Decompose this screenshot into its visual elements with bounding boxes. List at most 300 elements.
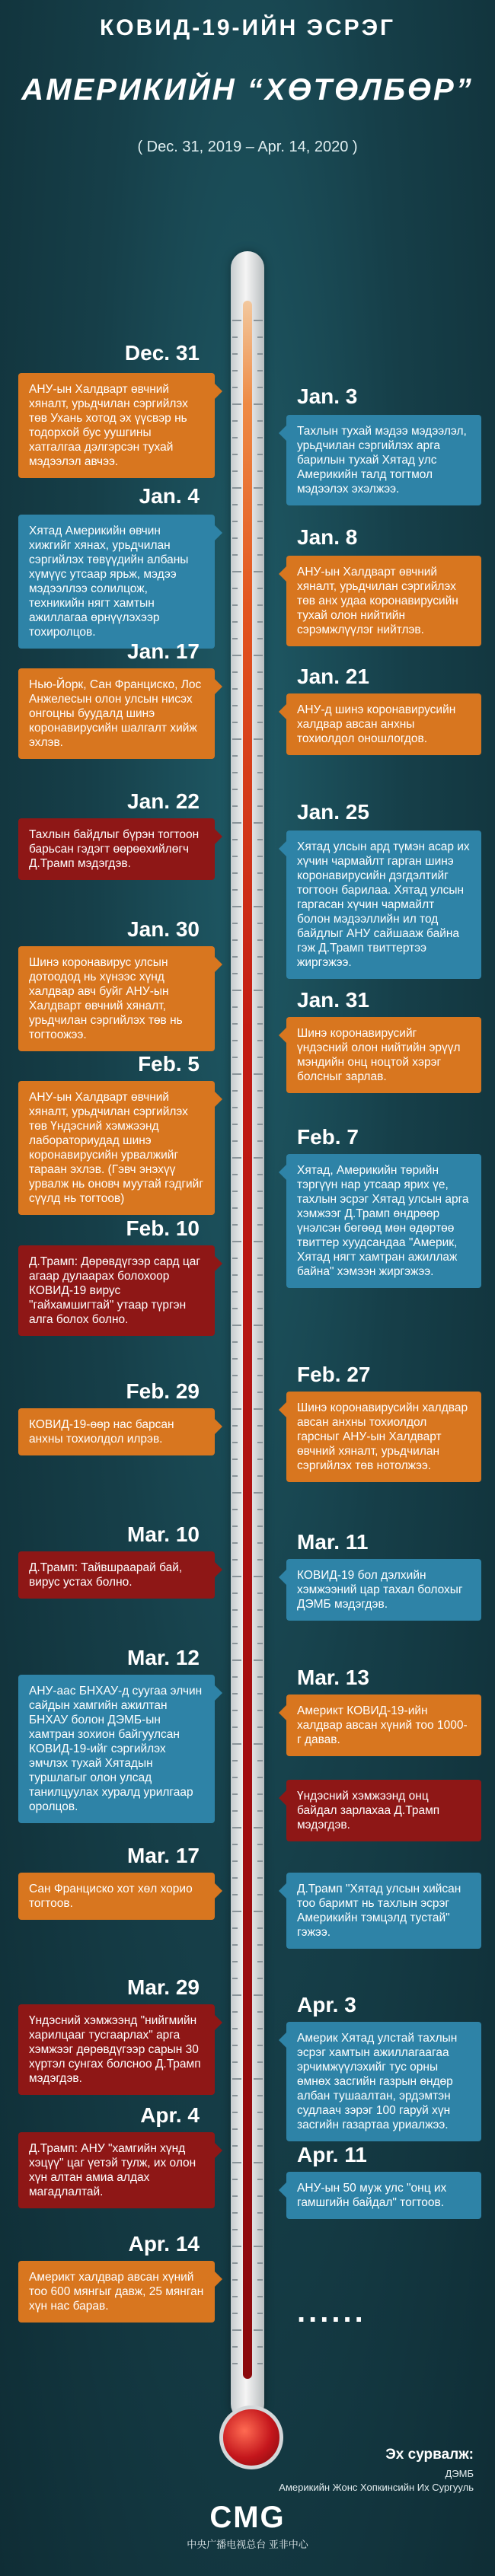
scale-tick	[232, 504, 238, 505]
event-card-feb5: АНУ-ын Халдварт өвчний хяналт, урьдчилан сэргийлэх төв Үндэсний хэмжээнд лабораториудад шинэ коронавирусийн урвалжийг тараан эхлэв. (Гэвч энэхүү урвалж нь оновч муутай гэдгийг сүүлд нь тогтоов)	[18, 1081, 215, 1215]
scale-tick	[232, 2363, 238, 2364]
scale-tick	[254, 2162, 263, 2163]
scale-tick	[232, 1191, 238, 1192]
scale-tick	[232, 571, 241, 572]
scale-tick	[257, 1341, 263, 1343]
scale-tick	[232, 1291, 238, 1293]
scale-tick	[232, 2128, 238, 2130]
scale-tick	[257, 470, 263, 472]
scale-tick	[257, 1308, 263, 1309]
scale-tick	[232, 856, 238, 857]
scale-tick	[232, 688, 238, 690]
scale-tick	[254, 1659, 263, 1661]
scale-tick	[232, 1526, 238, 1527]
scale-tick	[257, 1442, 263, 1443]
scale-tick	[232, 1124, 238, 1125]
scale-tick	[254, 1241, 263, 1242]
scale-tick	[232, 1057, 238, 1058]
scale-tick	[257, 2045, 263, 2046]
scale-tick	[257, 1559, 263, 1561]
scale-tick	[232, 772, 238, 773]
scale-tick	[232, 437, 238, 438]
scale-tick	[232, 2346, 238, 2348]
scale-tick	[257, 2279, 263, 2281]
scale-tick	[257, 2212, 263, 2214]
date-jan3: Jan. 3	[297, 384, 358, 408]
date-dec31: Dec. 31	[124, 341, 200, 365]
date-jan25: Jan. 25	[297, 800, 369, 824]
scale-tick	[257, 2128, 263, 2130]
scale-tick	[257, 705, 263, 706]
scale-tick	[232, 1676, 238, 1678]
event-card-mar17: Сан Франциско хот хөл хорио тогтоов.	[18, 1873, 215, 1920]
scale-tick	[257, 2296, 263, 2297]
scale-tick	[254, 2078, 263, 2080]
scale-tick	[232, 839, 238, 840]
scale-tick	[232, 1459, 238, 1460]
scale-tick	[232, 1140, 238, 1142]
date-mar10: Mar. 10	[127, 1522, 200, 1546]
scale-tick	[257, 353, 263, 355]
scale-tick	[232, 1743, 241, 1745]
scale-tick	[257, 1274, 263, 1276]
title-line1: КОВИД-19-ИЙН ЭСРЭГ	[99, 15, 396, 40]
scale-tick	[232, 2095, 238, 2096]
scale-tick	[232, 1509, 238, 1510]
scale-tick	[257, 588, 263, 589]
scale-tick	[232, 1325, 241, 1326]
scale-tick	[232, 1023, 238, 1025]
scale-tick	[254, 1576, 263, 1577]
scale-tick	[232, 2162, 241, 2163]
scale-tick	[257, 537, 263, 539]
scale-tick	[257, 554, 263, 556]
scale-tick	[257, 755, 263, 757]
date-apr11: Apr. 11	[297, 2143, 367, 2166]
logo-mark: CMG	[209, 2501, 286, 2534]
scale-tick	[257, 722, 263, 723]
scale-tick	[257, 2229, 263, 2230]
event-card-apr3: Америк Хятад улстай тахлын эсрэг хамтын ажиллагаагаа эрчимжүүлэхийг тус орны өмнөх засгийн газрын өндөр албан тушаалтан, эрдэмтэн судлаач зэрэг 100 гаруй хүн засгийн газартаа уриалжээ.	[286, 2022, 481, 2141]
scale-tick	[257, 956, 263, 958]
scale-tick	[257, 1626, 263, 1628]
event-card-jan30: Шинэ коронавирус улсын дотоодод нь хүнээс хүнд халдвар авч буйг АНУ-ын Халдварт өвчний хяналт, урьдчилан сэргийлэх төв нь тогтоожээ.	[18, 946, 215, 1051]
scale-tick	[257, 638, 263, 639]
thermometer-mercury	[243, 301, 252, 2379]
scale-tick	[232, 990, 241, 991]
event-card-jan31: Шинэ коронавирусийг үндэсний олон нийтийн эрүүл мэндийн онц ноцтой хэрэг болсныг зарлав.	[286, 1017, 481, 1093]
scale-tick	[257, 437, 263, 438]
scale-tick	[232, 1693, 238, 1694]
scale-tick	[257, 671, 263, 673]
scale-tick	[232, 1040, 238, 1041]
scale-tick	[257, 1023, 263, 1025]
scale-tick	[232, 1408, 241, 1410]
scale-tick	[232, 2313, 238, 2314]
event-card-mar13-emergency: Үндэсний хэмжээнд онц байдал зарлахаа Д.Трамп мэдэгдэв.	[286, 1780, 481, 1841]
scale-tick	[257, 1459, 263, 1460]
scale-tick	[232, 521, 238, 522]
scale-tick	[232, 738, 241, 740]
scale-tick	[232, 1844, 238, 1845]
scale-tick	[232, 353, 238, 355]
scale-tick	[232, 1274, 238, 1276]
event-card-feb7: Хятад, Америкийн төрийн тэргүүн нар утсаар ярих үе, тахлын эсрэг Хятад улсын арга хэмжээг Д.Трамп өндрөөр үнэлсэн бөгөөд мөн өдөртөө твиттер хуудсандаа "Америк, Хятад нягт хамтран ажиллаж байна" хэмээн жиргэжээ.	[286, 1154, 481, 1288]
scale-tick	[232, 487, 241, 489]
event-card-dec31: АНУ-ын Халдварт өвчний хяналт, урьдчилан сэргийлэх төв Ухань хотод эх үүсвэр нь тодорхой бус уушгины хатгалгаа дэлгэрсэн тухай мэдээлэл авчээ.	[18, 373, 215, 478]
event-card-apr11: АНУ-ын 50 муж улс "онц их гамшгийн байдал" тогтоов.	[286, 2172, 481, 2219]
event-card-mar13: Америкт КОВИД-19-ийн халдвар авсан хүний тоо 1000-г давав.	[286, 1694, 481, 1756]
scale-tick	[232, 1207, 238, 1209]
scale-tick	[232, 1241, 241, 1242]
scale-tick	[232, 1542, 238, 1544]
scale-tick	[232, 1308, 238, 1309]
scale-tick	[232, 1475, 238, 1477]
date-feb5: Feb. 5	[138, 1052, 200, 1076]
scale-tick	[232, 1341, 238, 1343]
scale-tick	[232, 1073, 241, 1075]
scale-tick	[232, 638, 238, 639]
date-mar17: Mar. 17	[127, 1844, 200, 1867]
scale-tick	[257, 856, 263, 857]
date-jan30: Jan. 30	[127, 917, 200, 941]
scale-tick	[257, 2061, 263, 2063]
scale-tick	[257, 973, 263, 974]
scale-tick	[232, 1425, 238, 1427]
scale-tick	[257, 1793, 263, 1795]
event-card-jan17: Нью-Йорк, Сан Франциско, Лос Анжелесын олон улсын нисэх онгоцны буудалд шинэ коронавирусийн шалгалт хийж эхлэв.	[18, 668, 215, 759]
event-card-apr4: Д.Трамп: АНУ "хамгийн хүнд хэцүү" цаг үетэй тулж, их олон хүн алтан амиа алдах магадлалтай.	[18, 2132, 215, 2208]
scale-tick	[232, 1107, 238, 1108]
scale-tick	[232, 805, 238, 807]
thermometer-bulb	[219, 2405, 283, 2469]
scale-tick	[232, 1793, 238, 1795]
scale-tick	[232, 939, 238, 941]
scale-tick	[232, 554, 238, 556]
scale-tick	[257, 872, 263, 874]
date-feb10: Feb. 10	[126, 1216, 200, 1240]
scale-tick	[232, 2145, 238, 2147]
scale-tick	[254, 571, 263, 572]
scale-tick	[257, 2028, 263, 2029]
scale-tick	[232, 621, 238, 623]
date-feb29: Feb. 29	[126, 1379, 200, 1403]
scale-tick	[257, 1710, 263, 1711]
scale-tick	[232, 923, 238, 924]
scale-tick	[232, 537, 238, 539]
scale-tick	[232, 2011, 238, 2013]
scale-tick	[257, 923, 263, 924]
date-mar11: Mar. 11	[297, 1530, 369, 1554]
scale-tick	[257, 1860, 263, 1862]
scale-tick	[257, 789, 263, 790]
scale-tick	[254, 320, 263, 321]
scale-tick	[257, 420, 263, 422]
continuation-ellipsis: ......	[297, 2295, 366, 2329]
date-feb27: Feb. 27	[297, 1363, 371, 1386]
scale-tick	[257, 2363, 263, 2364]
scale-tick	[232, 336, 238, 338]
scale-tick	[232, 1626, 238, 1628]
date-mar13: Mar. 13	[297, 1666, 369, 1689]
scale-tick	[232, 470, 238, 472]
scale-tick	[257, 2011, 263, 2013]
scale-tick	[232, 1442, 238, 1443]
scale-tick	[257, 839, 263, 840]
scale-tick	[232, 2061, 238, 2063]
date-apr14: Apr. 14	[128, 2232, 200, 2256]
scale-tick	[232, 789, 238, 790]
scale-tick	[254, 1408, 263, 1410]
scale-tick	[232, 822, 241, 824]
date-jan22: Jan. 22	[127, 789, 200, 813]
scale-tick	[257, 889, 263, 891]
scale-tick	[232, 1224, 238, 1226]
scale-tick	[254, 487, 263, 489]
scale-tick	[257, 2313, 263, 2314]
scale-tick	[257, 2095, 263, 2096]
scale-tick	[257, 1425, 263, 1427]
scale-tick	[257, 1542, 263, 1544]
logo-subtitle: 中央广播电视总台 亚非中心	[187, 2539, 308, 2550]
scale-tick	[254, 906, 263, 907]
scale-tick	[232, 1375, 238, 1376]
event-card-feb27: Шинэ коронавирусийн халдвар авсан анхны тохиолдол гарсныг АНУ-ын Халдварт өвчний хяналт, урьдчилан сэргийлэх төв нотолжээ.	[286, 1392, 481, 1482]
scale-tick	[232, 671, 238, 673]
scale-tick	[232, 755, 238, 757]
event-card-mar11: КОВИД-19 бол дэлхийн хэмжээний цар тахал болохыг ДЭМБ мэдэгдэв.	[286, 1559, 481, 1621]
scale-tick	[257, 1961, 263, 1962]
scale-tick	[257, 1526, 263, 1527]
page-title: АМЕРИКИЙН “ХӨТӨЛБӨР”	[21, 73, 474, 107]
scale-tick	[232, 2246, 241, 2247]
scale-tick	[257, 1877, 263, 1879]
scale-tick	[257, 387, 263, 388]
scale-tick	[232, 2112, 238, 2113]
scale-tick	[232, 1911, 241, 1912]
scale-tick	[257, 2346, 263, 2348]
scale-tick	[257, 1693, 263, 1694]
scale-tick	[232, 1392, 238, 1393]
event-card-jan21: АНУ-д шинэ коронавирусийн халдвар авсан анхны тохиолдол оношлогдов.	[286, 693, 481, 755]
scale-tick	[257, 1609, 263, 1611]
scale-tick	[254, 403, 263, 405]
scale-tick	[232, 2195, 238, 2197]
scale-tick	[232, 1894, 238, 1895]
scale-tick	[257, 1191, 263, 1192]
event-card-apr14: Америкт халдвар авсан хүний тоо 600 мянгыг давж, 25 мянган хүн нас барав.	[18, 2261, 215, 2323]
scale-tick	[257, 1760, 263, 1761]
date-mar29: Mar. 29	[127, 1975, 200, 1999]
scale-tick	[232, 1157, 241, 1159]
scale-tick	[232, 1492, 241, 1494]
scale-tick	[257, 1927, 263, 1929]
scale-tick	[232, 2179, 238, 2180]
date-mar12: Mar. 12	[127, 1646, 200, 1669]
date-jan17: Jan. 17	[127, 639, 200, 663]
scale-tick	[232, 2329, 241, 2331]
scale-tick	[232, 705, 238, 706]
scale-tick	[232, 1576, 241, 1577]
scale-tick	[232, 2262, 238, 2264]
scale-tick	[257, 1475, 263, 1477]
source-jhu: Америкийн Жонс Хопкинсийн Их Сургууль	[279, 2482, 474, 2493]
scale-tick	[257, 336, 263, 338]
scale-tick	[232, 1358, 238, 1360]
scale-tick	[257, 1978, 263, 1979]
date-range: ( Dec. 31, 2019 – Apr. 14, 2020 )	[137, 139, 358, 155]
scale-tick	[257, 1124, 263, 1125]
scale-tick	[257, 1358, 263, 1360]
scale-tick	[232, 1860, 238, 1862]
scale-tick	[232, 1810, 238, 1812]
scale-tick	[257, 1140, 263, 1142]
scale-tick	[232, 1609, 238, 1611]
date-jan21: Jan. 21	[297, 665, 369, 688]
scale-tick	[232, 973, 238, 974]
scale-tick	[257, 1040, 263, 1041]
scale-tick	[257, 1375, 263, 1376]
scale-tick	[257, 504, 263, 505]
scale-tick	[232, 1174, 238, 1175]
date-jan31: Jan. 31	[297, 988, 369, 1012]
scale-tick	[232, 1777, 238, 1778]
scale-tick	[232, 722, 238, 723]
scale-tick	[257, 1107, 263, 1108]
source-who: ДЭМБ	[445, 2468, 474, 2479]
scale-tick	[232, 1559, 238, 1561]
scale-tick	[254, 655, 263, 656]
scale-tick	[232, 655, 241, 656]
scale-tick	[257, 688, 263, 690]
scale-tick	[257, 1258, 263, 1259]
scale-tick	[257, 1726, 263, 1728]
scale-tick	[254, 738, 263, 740]
scale-tick	[257, 1090, 263, 1092]
scale-tick	[232, 2045, 238, 2046]
scale-tick	[232, 1944, 238, 1946]
scale-tick	[232, 1643, 238, 1644]
event-card-jan25: Хятад улсын ард түмэн асар их хүчин чармайлт гарган шинэ коронавирусийн дэгдэлтийг тогтоон барилаа. Хятад улсын гаргасан хүчин чармайлт болон мэдээллийн ил тод байдлыг АНУ сайшааж байна гэж Д.Трамп твиттертээ жиргэжээ.	[286, 831, 481, 979]
scale-tick	[232, 1710, 238, 1711]
source-heading: Эх сурвалж:	[385, 2447, 474, 2463]
scale-tick	[232, 889, 238, 891]
scale-tick	[232, 387, 238, 388]
date-jan8: Jan. 8	[297, 525, 358, 549]
scale-tick	[232, 1258, 238, 1259]
scale-tick	[257, 2145, 263, 2147]
scale-tick	[257, 1894, 263, 1895]
scale-tick	[254, 1911, 263, 1912]
scale-tick	[232, 2212, 238, 2214]
event-card-mar17-trump: Д.Трамп "Хятад улсын хийсан тоо баримт нь тахлын эсрэг Америкийн тэмцэлд тустай" гэжээ.	[286, 1873, 481, 1949]
scale-tick	[254, 1325, 263, 1326]
scale-tick	[232, 320, 241, 321]
scale-tick	[232, 1659, 241, 1661]
scale-tick	[232, 2078, 241, 2080]
scale-tick	[232, 370, 238, 371]
scale-tick	[257, 454, 263, 455]
scale-tick	[257, 1844, 263, 1845]
scale-tick	[254, 1743, 263, 1745]
scale-tick	[254, 1994, 263, 1996]
scale-tick	[257, 1006, 263, 1008]
event-card-mar12: АНУ-аас БНХАУ-д суугаа элчин сайдын хамгийн ажилтан БНХАУ болон ДЭМБ-ын хамтран зохион байгуулсан КОВИД-19-ийг сэргийлэх эмчлэх тухай Хятадын туршлагыг олон улсад танилцуулах хуралд урилгаар оролцов.	[18, 1675, 215, 1823]
scale-tick	[232, 2229, 238, 2230]
date-apr3: Apr. 3	[297, 1993, 356, 2016]
scale-tick	[257, 1592, 263, 1594]
scale-tick	[257, 2179, 263, 2180]
date-jan4: Jan. 4	[139, 484, 200, 508]
scale-tick	[232, 604, 238, 606]
scale-tick	[232, 454, 238, 455]
scale-tick	[232, 956, 238, 958]
scale-tick	[257, 772, 263, 773]
scale-tick	[232, 420, 238, 422]
scale-tick	[232, 403, 241, 405]
scale-tick	[232, 2296, 238, 2297]
scale-tick	[232, 1927, 238, 1929]
scale-tick	[257, 1643, 263, 1644]
cmg-logo	[171, 2501, 324, 2551]
scale-tick	[257, 1810, 263, 1812]
scale-tick	[257, 1944, 263, 1946]
scale-tick	[232, 1827, 241, 1828]
scale-tick	[254, 1073, 263, 1075]
scale-tick	[232, 1006, 238, 1008]
scale-tick	[232, 1994, 241, 1996]
scale-tick	[232, 1978, 238, 1979]
scale-tick	[257, 604, 263, 606]
scale-tick	[232, 1877, 238, 1879]
scale-tick	[257, 1777, 263, 1778]
event-card-feb10: Д.Трамп: Дөрөвдүгээр сард цаг агаар дулаарах болохоор КОВИД-19 вирус "гайхамшигтай" утаар түргэн алга болох болно.	[18, 1245, 215, 1336]
scale-tick	[257, 1291, 263, 1293]
scale-tick	[257, 1224, 263, 1226]
scale-tick	[257, 1057, 263, 1058]
scale-tick	[257, 805, 263, 807]
scale-tick	[232, 1726, 238, 1728]
scale-tick	[254, 2329, 263, 2331]
scale-tick	[254, 1827, 263, 1828]
scale-tick	[257, 2195, 263, 2197]
scale-tick	[232, 2028, 238, 2029]
scale-tick	[254, 822, 263, 824]
scale-tick	[232, 872, 238, 874]
scale-tick	[257, 370, 263, 371]
scale-tick	[257, 1676, 263, 1678]
event-card-jan3: Тахлын тухай мэдээ мэдээлэл, урьдчилан сэргийлэх арга барилын тухай Хятад улс Америкийн талд тогтмол мэдээлэх эхэлжээ.	[286, 415, 481, 505]
date-feb7: Feb. 7	[297, 1125, 359, 1149]
scale-tick	[232, 906, 241, 907]
scale-tick	[232, 588, 238, 589]
scale-tick	[257, 1174, 263, 1175]
scale-tick	[257, 621, 263, 623]
scale-tick	[257, 521, 263, 522]
scale-tick	[257, 2262, 263, 2264]
event-card-jan4: Хятад Америкийн өвчин хижгийг хянах, урьдчилан сэргийлэх төвүүдийн албаны хүмүүс утсаар ярьж, мэдээ мэдээллээ солилцож, техникийн нягт хамтын ажиллагаа өрнүүлэхээр тохиролцов.	[18, 515, 215, 649]
scale-tick	[232, 1592, 238, 1594]
scale-tick	[254, 1492, 263, 1494]
event-card-jan22: Тахлын байдлыг бүрэн тогтоон барьсан гэдэгт өөрөөхийлөгч Д.Трамп мэдэгдэв.	[18, 818, 215, 880]
scale-tick	[257, 939, 263, 941]
event-card-feb29: КОВИД-19-өөр нас барсан анхны тохиолдол илрэв.	[18, 1408, 215, 1455]
scale-tick	[232, 1961, 238, 1962]
scale-tick	[254, 2246, 263, 2247]
scale-tick	[254, 1157, 263, 1159]
event-card-mar29: Үндэсний хэмжээнд "нийгмийн харилцааг тусгаарлах" арга хэмжээг дөрөвдүгээр сарын 30 хүртэл сунгах болсноо Д.Трамп мэдэгдэв.	[18, 2004, 215, 2095]
scale-tick	[232, 2279, 238, 2281]
